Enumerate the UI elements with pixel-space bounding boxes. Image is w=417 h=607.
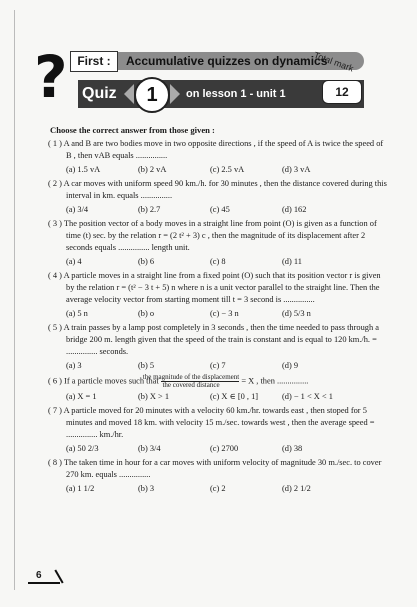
option-b[interactable]: (b) 6: [138, 257, 155, 266]
options: [44, 483, 390, 495]
option-c[interactable]: (c) − 3 n: [210, 309, 239, 318]
header: [0, 0, 417, 115]
option-c[interactable]: (c) 2700: [210, 444, 239, 453]
option-b[interactable]: (b) 2 vA: [138, 165, 167, 174]
fraction-denominator: the covered distance: [162, 381, 220, 389]
option-c[interactable]: (c) 2.5 vA: [210, 165, 245, 174]
options: [44, 308, 390, 320]
option-d[interactable]: (d) − 1 < X < 1: [282, 392, 333, 401]
question-mark-icon: ?: [34, 43, 68, 111]
question-1: [44, 138, 390, 176]
arrow-right-icon: [170, 84, 180, 104]
option-d[interactable]: (d) 9: [282, 361, 299, 370]
question-2: [44, 178, 390, 216]
option-d[interactable]: (d) 162: [282, 205, 307, 214]
total-mark-label: Total mark: [312, 50, 356, 74]
options: [44, 360, 390, 372]
option-a[interactable]: (a) 1 1/2: [66, 484, 95, 493]
question-text: ( 4 ) A particle moves in a straight line from a fixed point (O) such that its position vector r is given by the relation r = (t² − 3 t + 5) n where n is a unit vector parallel to the straight line. Then the average velocity vector from starting moment till t = 3 second is ...............: [48, 271, 381, 304]
quiz-number: 1: [134, 77, 170, 113]
arrow-left-icon: [124, 84, 134, 104]
first-label: First :: [70, 51, 118, 72]
options: [44, 164, 390, 176]
option-a[interactable]: (a) 1.5 vA: [66, 165, 101, 174]
option-a[interactable]: (a) X = 1: [66, 392, 97, 401]
questions-content: [44, 124, 390, 495]
option-b[interactable]: (b) o: [138, 309, 155, 318]
option-b[interactable]: (b) X > 1: [138, 392, 170, 401]
instruction: Choose the correct answer from those given :: [50, 125, 215, 135]
section-title: Accumulative quizzes on dynamics: [118, 52, 364, 70]
options: [44, 204, 390, 216]
page-number: 6: [36, 570, 42, 581]
option-d[interactable]: (d) 11: [282, 257, 302, 266]
question-4: [44, 270, 390, 320]
question-text: ( 1 ) A and B are two bodies move in two opposite directions , if the speed of A is twice the speed of B , then vAB equals ...............: [48, 139, 384, 160]
question-8: [44, 457, 390, 495]
question-text-before: ( 6 ) If a particle moves such that: [48, 376, 159, 386]
fraction-numerator: the magnitude of the displacement: [142, 373, 240, 381]
question-text: ( 5 ) A train passes by a lamp post completely in 3 seconds , then the time needed to pass through a bridge 200 m. length given that the speed of the train is constant and is equal to 120 km./h. = ............... seconds.: [48, 323, 379, 356]
question-7: [44, 405, 390, 455]
question-6: [44, 374, 390, 403]
option-b[interactable]: (b) 3/4: [138, 444, 161, 453]
options: [44, 443, 390, 455]
option-d[interactable]: (d) 38: [282, 444, 303, 453]
option-d[interactable]: (d) 2 1/2: [282, 484, 311, 493]
total-mark-value: 12: [322, 80, 362, 104]
option-a[interactable]: (a) 4: [66, 257, 82, 266]
options: [44, 256, 390, 268]
option-a[interactable]: (a) 50 2/3: [66, 444, 99, 453]
option-c[interactable]: (c) 2: [210, 484, 226, 493]
option-b[interactable]: (b) 2.7: [138, 205, 161, 214]
question-text: [44, 374, 390, 389]
option-c[interactable]: (c) X ∈ [0 , 1]: [210, 392, 259, 401]
question-text: ( 7 ) A particle moved for 20 minutes with a velocity 60 km./hr. towards east , then stoped for 5 minutes and moved 18 km. with velocity 15 m./sec. towards west , then the average speed = ............... km./hr.: [48, 406, 375, 439]
question-text-after: = X , then ...............: [241, 376, 309, 386]
options: [44, 391, 390, 403]
question-text: ( 2 ) A car moves with uniform speed 90 km./h. for 30 minutes , then the distance covered during this interval in km. equals ...............: [48, 179, 387, 200]
option-c[interactable]: (c) 8: [210, 257, 226, 266]
question-text: ( 3 ) The position vector of a body moves in a straight line from point (O) is given as a function of time (t) sec. by the relation r = (2 t² + 3) c , then the magnitude of its displacement after 2 seconds equals ............... length unit.: [48, 219, 377, 252]
quiz-subtitle: on lesson 1 - unit 1: [186, 88, 286, 100]
footer-rule: [28, 582, 60, 584]
option-b[interactable]: (b) 3: [138, 484, 155, 493]
question-5: [44, 322, 390, 372]
quiz-word: Quiz: [82, 85, 117, 102]
option-d[interactable]: (d) 5/3 n: [282, 309, 311, 318]
option-d[interactable]: (d) 3 vA: [282, 165, 311, 174]
option-b[interactable]: (b) 5: [138, 361, 155, 370]
option-c[interactable]: (c) 7: [210, 361, 226, 370]
option-a[interactable]: (a) 5 n: [66, 309, 88, 318]
option-a[interactable]: (a) 3: [66, 361, 82, 370]
question-text: ( 8 ) The taken time in hour for a car moves with uniform velocity of magnitude 30 m./sec. to cover 270 km. equals ...............: [48, 458, 382, 479]
option-c[interactable]: (c) 45: [210, 205, 230, 214]
question-3: [44, 218, 390, 268]
displacement-ratio-fraction: [142, 373, 240, 389]
option-a[interactable]: (a) 3/4: [66, 205, 89, 214]
